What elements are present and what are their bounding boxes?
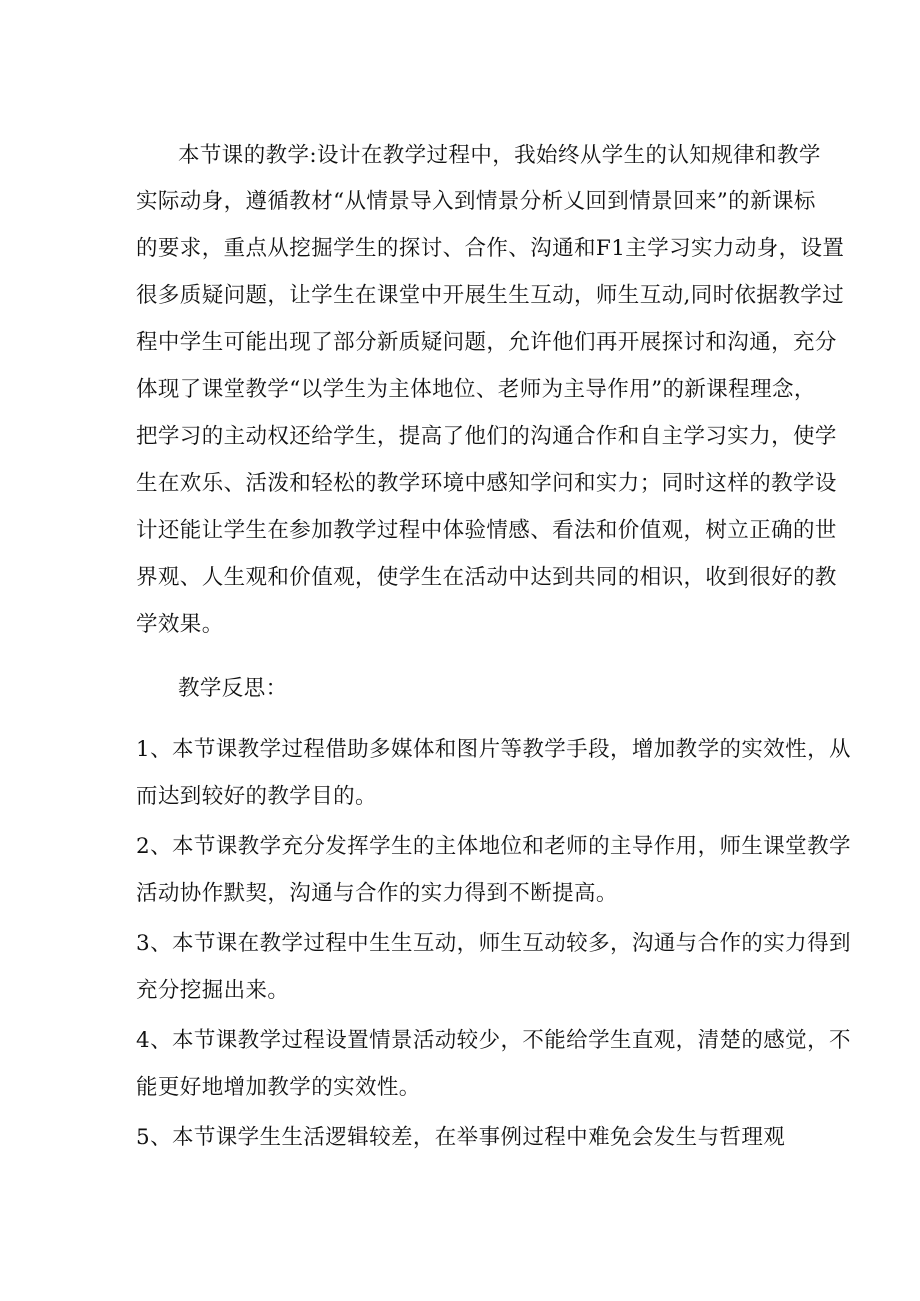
paragraph-line: 实际动身，遵循教材“从情景导入到情景分析乂回到情景回来”的新课标 xyxy=(136,189,816,214)
list-item-line: 2、本节课教学充分发挥学生的主体地位和老师的主导作用，师生课堂教学 xyxy=(136,834,851,859)
list-item-line: 活动协作默契，沟通与合作的实力得到不断提高。 xyxy=(136,881,618,906)
paragraph-line: 很多质疑问题，让学生在课堂中开展生生互动，师生互动,同时依据教学过 xyxy=(136,283,845,308)
paragraph-line: 计还能让学生在参加教学过程中体验情感、看法和价值观，树立正确的世 xyxy=(136,518,837,543)
paragraph-line: 体现了课堂教学“以学生为主体地位、老师为主导作用”的新课程理念， xyxy=(136,377,816,402)
list-item-line: 充分挖掘出来。 xyxy=(136,978,290,1003)
list-item-line: 4、本节课教学过程设置情景活动较少，不能给学生直观，清楚的感觉，不 xyxy=(136,1028,851,1053)
list-item-line: 能更好地增加教学的实效性。 xyxy=(136,1075,421,1100)
section-heading: 教学反思： xyxy=(178,676,288,701)
paragraph-line: 界观、人生观和价值观，使学生在活动中达到共同的相识，收到很好的教 xyxy=(136,565,837,590)
list-item-line: 而达到较好的教学目的。 xyxy=(136,784,377,809)
paragraph-line: 程中学生可能出现了部分新质疑问题，允许他们再开展探讨和沟通，充分 xyxy=(136,330,837,355)
list-item-line: 5、本节课学生生活逻辑较差，在举事例过程中难免会发生与哲理观 xyxy=(136,1125,786,1150)
list-item-line: 3、本节课在教学过程中生生互动，师生互动较多，沟通与合作的实力得到 xyxy=(136,931,851,956)
paragraph-line: 学效果。 xyxy=(136,612,224,637)
paragraph-line: 的要求，重点从挖掘学生的探讨、合作、沟通和F1主学习实力动身，设置 xyxy=(136,236,845,261)
list-item-line: 1、本节课教学过程借助多媒体和图片等教学手段，增加教学的实效性，从 xyxy=(136,737,851,762)
paragraph-line: 把学习的主动权还给学生，提高了他们的沟通合作和自主学习实力，使学 xyxy=(136,424,837,449)
paragraph-line: 生在欢乐、活泼和轻松的教学环境中感知学问和实力；同时这样的教学设 xyxy=(136,471,837,496)
paragraph-line: 本节课的教学:设计在教学过程中，我始终从学生的认知规律和教学 xyxy=(178,143,821,168)
